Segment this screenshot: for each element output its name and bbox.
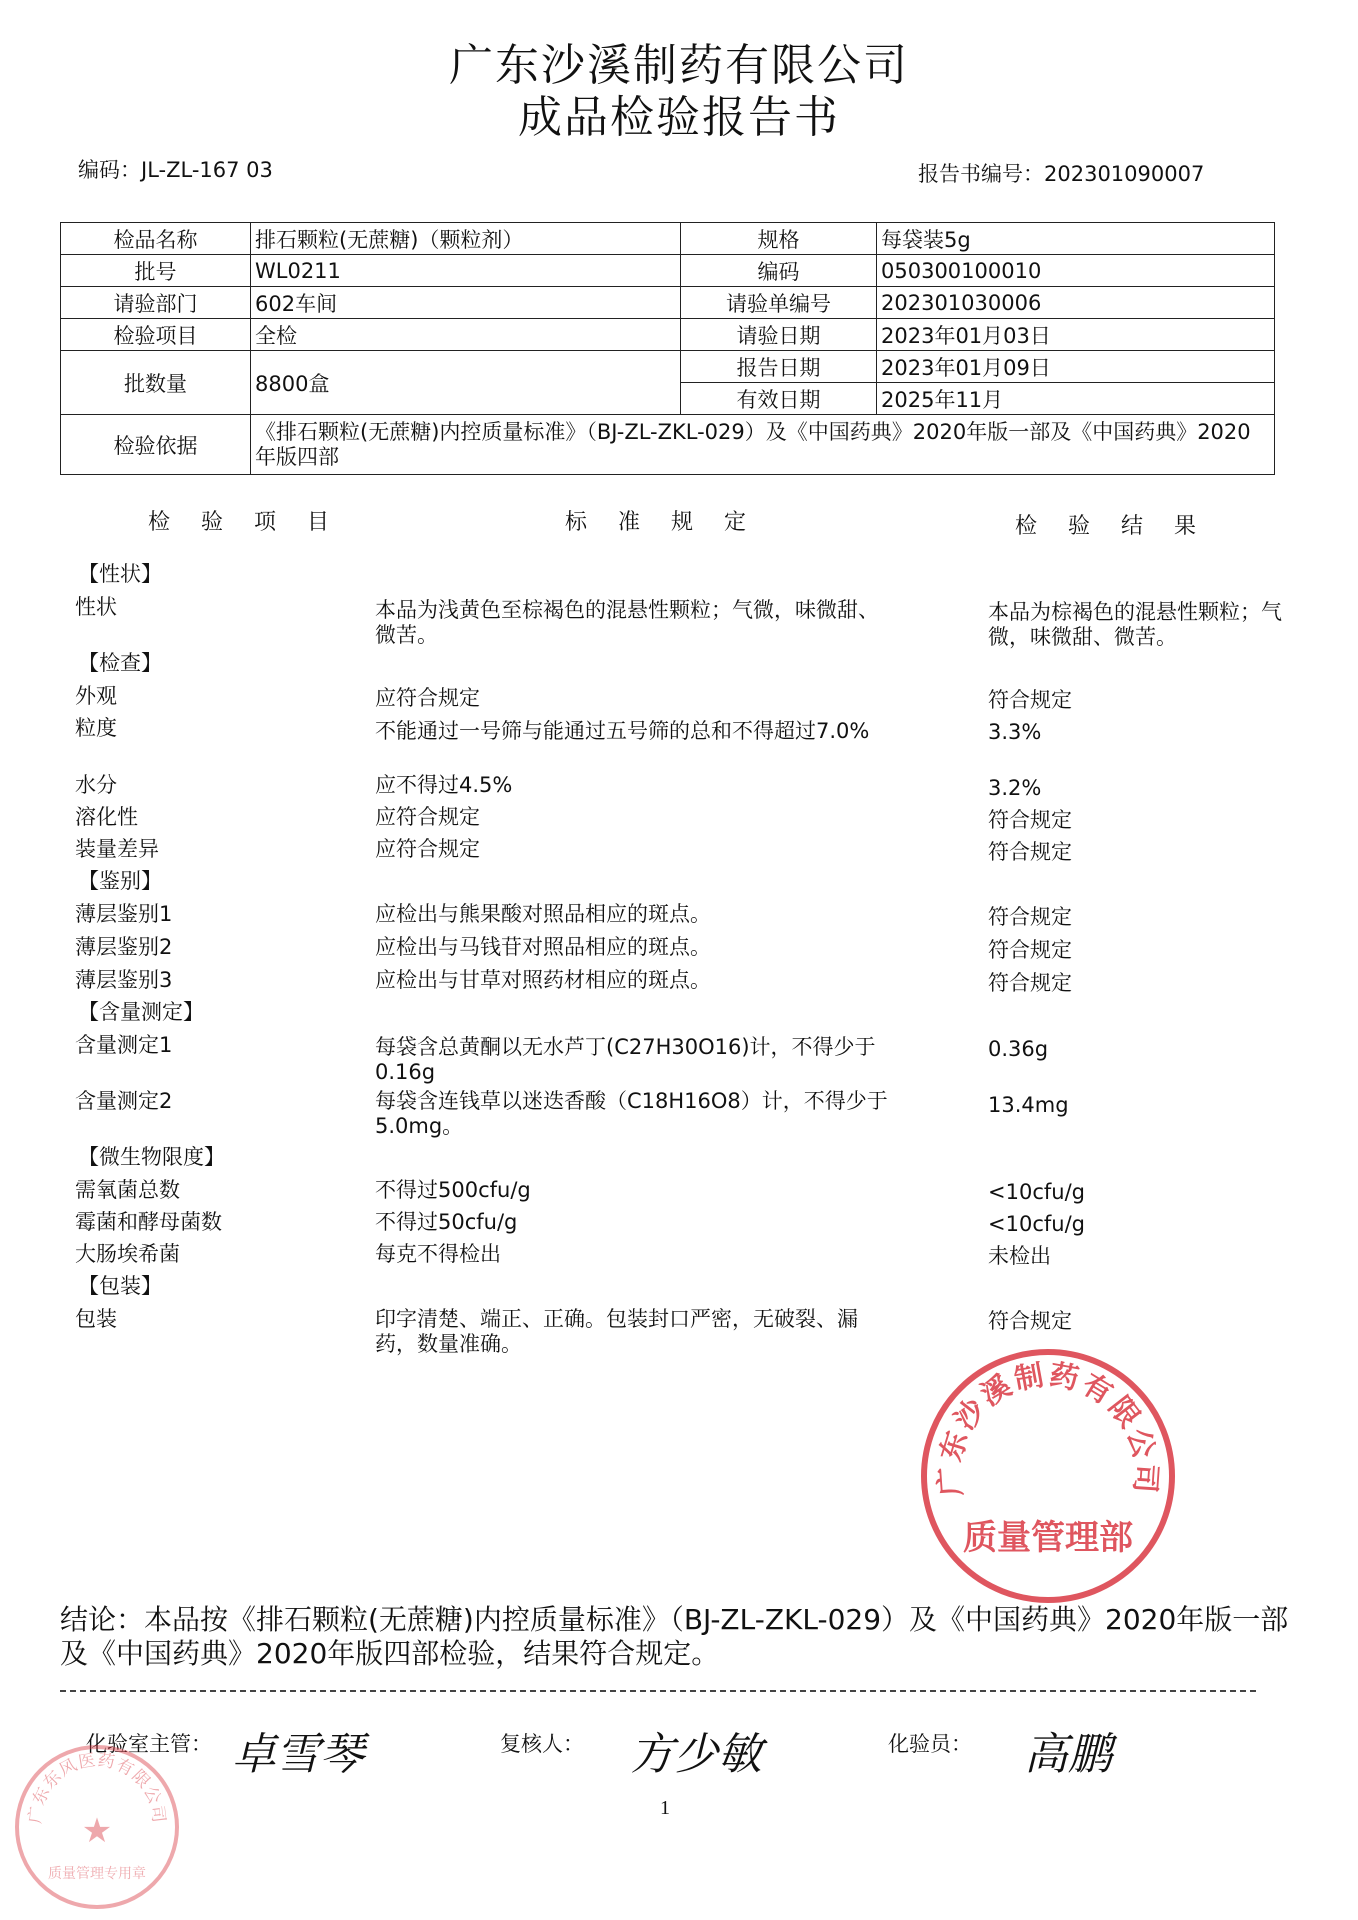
test-result: 符合规定 [988,938,1072,962]
basis-label: 检验依据 [61,415,251,475]
request-date-label: 请验日期 [681,319,877,351]
test-standard: 不得过50cfu/g [375,1210,518,1234]
test-result: 符合规定 [988,971,1072,995]
request-no-value: 202301030006 [877,287,1275,319]
test-item: 装量差异 [75,837,159,861]
test-result: <10cfu/g [988,1180,1085,1204]
request-no-label: 请验单编号 [681,287,877,319]
column-heading-result: 检 验 结 果 [1015,514,1208,539]
test-item: 含量测定2 [75,1089,173,1113]
analyst-label: 化验员： [888,1732,972,1756]
test-item: 外观 [75,684,117,708]
test-item: 包装 [75,1307,117,1331]
test-item: 需氧菌总数 [75,1178,180,1202]
test-item: 霉菌和酵母菌数 [75,1210,222,1234]
stamp-inner-text: 质量管理专用章 [48,1866,146,1882]
expiry-value: 2025年11月 [877,383,1275,415]
test-standard: 每克不得检出 [375,1242,501,1266]
test-item: 水分 [75,773,117,797]
request-date-value: 2023年01月03日 [877,319,1275,351]
report-date-value: 2023年01月09日 [877,351,1275,383]
test-result: 符合规定 [988,688,1072,712]
test-result: 符合规定 [988,905,1072,929]
dept-value: 602车间 [251,287,681,319]
star-icon: ★ [81,1811,113,1851]
section-title: 【包装】 [78,1274,162,1298]
batch-value: WL0211 [251,255,681,287]
section-title: 【检查】 [78,651,162,675]
dept-label: 请验部门 [61,287,251,319]
distributor-stamp [12,1742,182,1912]
test-standard: 不得过500cfu/g [375,1178,531,1202]
section-title: 【性状】 [78,562,162,586]
column-heading-standard: 标 准 规 定 [565,510,758,535]
test-result: 3.2% [988,776,1042,800]
company-name: 广东沙溪制药有限公司 [449,40,909,91]
test-result: 未检出 [988,1244,1051,1268]
test-result: 13.4mg [988,1093,1069,1117]
code-value: 050300100010 [877,255,1275,287]
page-number: 1 [660,1797,670,1819]
test-result: 符合规定 [988,1309,1072,1333]
product-name-label: 检品名称 [61,223,251,255]
test-standard: 本品为浅黄色至棕褐色的混悬性颗粒；气微，味微甜、微苦。 [375,598,879,647]
test-standard: 不能通过一号筛与能通过五号筛的总和不得超过7.0% [375,719,870,743]
test-standard: 应检出与甘草对照药材相应的斑点。 [375,968,711,992]
product-info-table [60,222,1275,475]
item-label: 检验项目 [61,319,251,351]
analyst-signature: 高鹏 [1024,1729,1112,1780]
test-item: 性状 [75,595,117,619]
supervisor-signature: 卓雪琴 [232,1729,364,1780]
test-result: 0.36g [988,1037,1049,1061]
test-standard: 应符合规定 [375,805,480,829]
stamp-inner-text: 质量管理部 [963,1518,1133,1558]
test-item: 薄层鉴别1 [75,902,173,926]
item-value: 全检 [251,319,681,351]
batch-label: 批号 [61,255,251,287]
section-title: 【鉴别】 [78,869,162,893]
conclusion-text: 结论：本品按《排石颗粒(无蔗糖)内控质量标准》（BJ-ZL-ZKL-029）及《中国药典》2020年版一部及《中国药典》2020年版四部检验，结果符合规定。 [60,1603,1289,1670]
report-title: 成品检验报告书 [518,92,840,143]
test-result: 3.3% [988,720,1042,744]
test-item: 粒度 [75,716,117,740]
reviewer-label: 复核人： [500,1732,584,1756]
spec-value: 每袋装5g [877,223,1275,255]
test-item: 薄层鉴别2 [75,935,173,959]
expiry-label: 有效日期 [681,383,877,415]
reviewer-signature: 方少敏 [630,1729,762,1780]
product-name-value: 排石颗粒(无蔗糖)（颗粒剂） [251,223,681,255]
test-standard: 应符合规定 [375,837,480,861]
dashed-divider [60,1690,1256,1692]
test-standard: 印字清楚、端正、正确。包装封口严密，无破裂、漏药，数量准确。 [375,1307,858,1356]
test-item: 含量测定1 [75,1033,173,1057]
basis-value: 《排石颗粒(无蔗糖)内控质量标准》（BJ-ZL-ZKL-029）及《中国药典》2020年版一部及《中国药典》2020年版四部 [251,415,1275,475]
test-standard: 应符合规定 [375,686,480,710]
test-result: 本品为棕褐色的混悬性颗粒；气微，味微甜、微苦。 [988,600,1282,649]
stamp-outer-text: 广东沙溪制药有限公司 [932,1357,1164,1498]
test-result: 符合规定 [988,808,1072,832]
test-result: <10cfu/g [988,1212,1085,1236]
column-heading-item: 检 验 项 目 [148,510,341,535]
test-standard: 每袋含总黄酮以无水芦丁(C27H30O16)计，不得少于0.16g [375,1035,876,1084]
report-date-label: 报告日期 [681,351,877,383]
test-standard: 应检出与马钱苷对照品相应的斑点。 [375,935,711,959]
quantity-label: 批数量 [61,351,251,415]
test-standard: 每袋含连钱草以迷迭香酸（C18H16O8）计，不得少于5.0mg。 [375,1089,888,1138]
test-standard: 应检出与熊果酸对照品相应的斑点。 [375,902,711,926]
test-item: 大肠埃希菌 [75,1242,180,1266]
form-code: 编码：JL-ZL-167 03 [78,158,273,182]
test-result: 符合规定 [988,840,1072,864]
section-title: 【微生物限度】 [78,1145,225,1169]
quality-department-stamp [918,1346,1178,1606]
test-item: 溶化性 [75,805,138,829]
stamp-outer-text: 广东东风医药有限公司 [25,1750,169,1825]
code-label: 编码 [681,255,877,287]
report-number: 报告书编号：202301090007 [918,162,1205,186]
quantity-value: 8800盒 [251,351,681,415]
test-standard: 应不得过4.5% [375,773,513,797]
test-item: 薄层鉴别3 [75,968,173,992]
section-title: 【含量测定】 [78,1000,204,1024]
supervisor-label: 化验室主管： [86,1732,212,1756]
spec-label: 规格 [681,223,877,255]
